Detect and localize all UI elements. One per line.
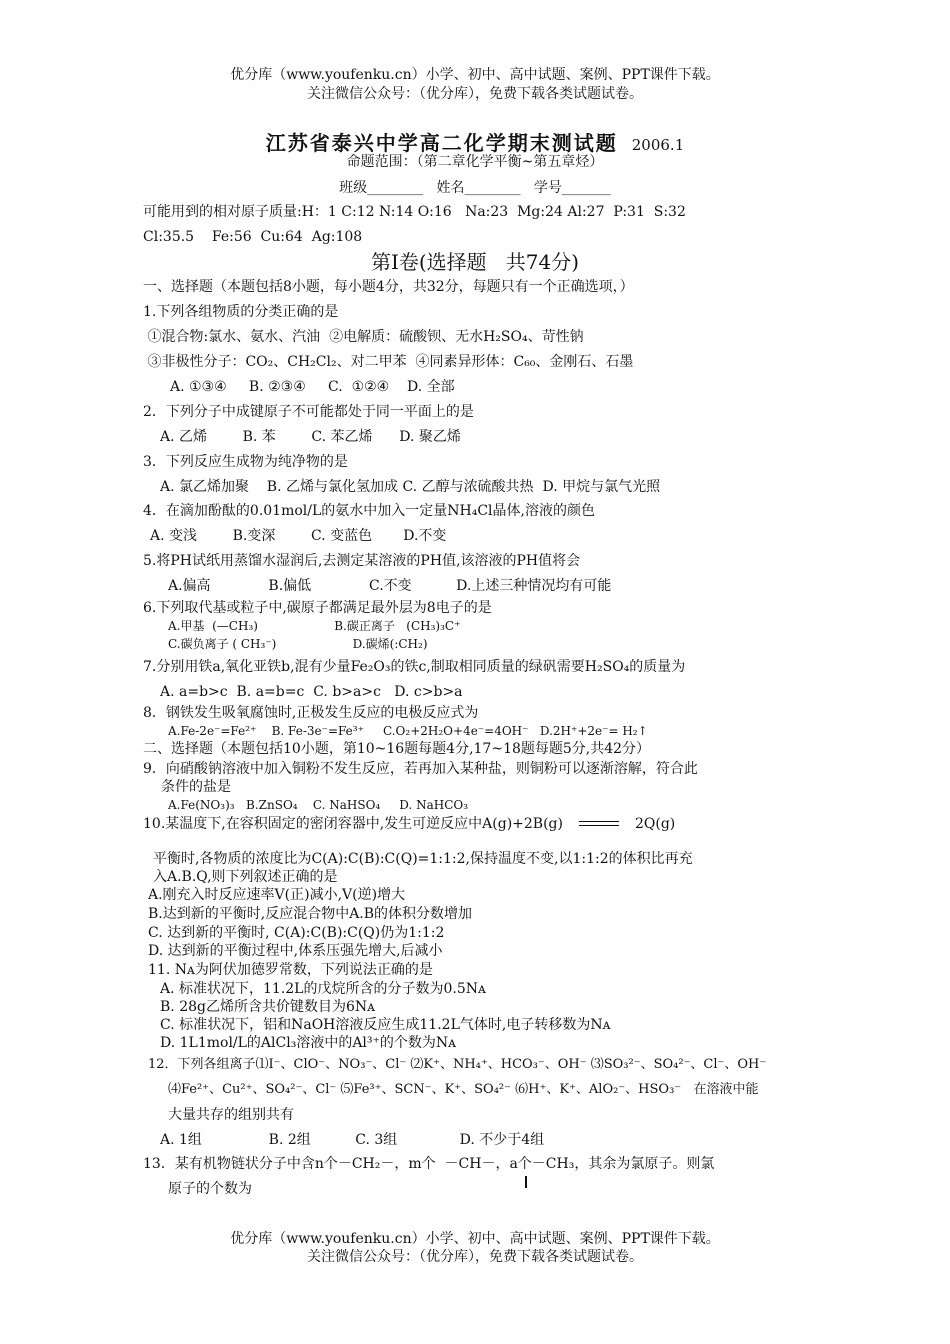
q1-line-2: ③非极性分子：CO₂、CH₂Cl₂、对二甲苯 ④同素异形体：C₆₀、金刚石、石墨 [143,354,634,370]
q10-reactants: 10.某温度下,在容积固定的密闭容器中,发生可逆反应中A(g)+2B(g) [143,816,563,832]
q9-line-2: 条件的盐是 [161,779,231,795]
exam-title-main: 江苏省泰兴中学高二化学期末测试题 [265,131,618,155]
q3-options: A. 氯乙烯加聚 B. 乙烯与氯化氢加成 C. 乙醇与浓硫酸共热 D. 甲烷与氯气光照 [160,479,661,495]
q1-options: A. ①③④ B. ②③④ C. ①②④ D. 全部 [170,379,455,395]
q6-stem: 6.下列取代基或粒子中,碳原子都满足最外层为8电子的是 [143,600,492,616]
q13-line-2: 原子的个数为 [168,1181,252,1197]
q5-options: A.偏高 B.偏低 C.不变 D.上述三种情况均有可能 [168,578,612,594]
q12-options: A. 1组 B. 2组 C. 3组 D. 不少于4组 [160,1132,545,1148]
q9-options: A.Fe(NO₃)₃ B.ZnSO₄ C. NaHSO₄ D. NaHCO₃ [168,798,469,812]
q12-line-1: 12．下列各组离子⑴I⁻、ClO⁻、NO₃⁻、Cl⁻ ⑵K⁺、NH₄⁺、HCO₃⁻、OH⁻ ⑶SO₃²⁻、SO₄²⁻、Cl⁻、OH⁻ [148,1057,767,1072]
q11-option-d: D. 1L1mol/L的AlCl₃溶液中的Al³⁺的个数为Nᴀ [160,1035,457,1051]
q10-option-b: B.达到新的平衡时,反应混合物中A.B的体积分数增加 [148,906,473,922]
q11-option-c: C. 标准状况下，铝和NaOH溶液反应生成11.2L气体时,电子转移数为Nᴀ [160,1017,611,1033]
section-2-heading: 二、选择题（本题包括10小题，第10~16题每题4分,17~18题每题5分,共42分） [143,741,651,757]
q10-line-2: 入A.B.Q,则下列叙述正确的是 [153,869,338,885]
exam-date: 2006.1 [631,136,685,154]
q10-stem [143,815,675,833]
q10-product: 2Q(g) [634,816,676,832]
q7-options: A. a=b>c B. a=b=c C. b>a>c D. c>b>a [160,684,463,700]
exam-scope: 命题范围：（第二章化学平衡~第五章烃） [346,154,604,170]
q13-line-1: 13．某有机物链状分子中含n个－CH₂－，m个 －CH－，a个－CH₃，其余为氯原子。则氯 [143,1156,715,1172]
q4-stem: 4．在滴加酚酞的0.01mol/L的氨水中加入一定量NH₄Cl晶体,溶液的颜色 [143,503,595,519]
q11-option-a: A. 标准状况下，11.2L的戊烷所含的分子数为0.5Nᴀ [160,981,486,997]
footer-line-2: 关注微信公众号：（优分库），免费下载各类试题试卷。 [307,1249,643,1265]
q3-stem: 3．下列反应生成物为纯净物的是 [143,454,348,470]
q6-line-1: A.甲基 (—CH₃) B.碳正离子 (CH₃)₃C⁺ [168,619,461,633]
q10-option-c: C. 达到新的平衡时, C(A):C(B):C(Q)仍为1:1:2 [148,925,445,941]
q4-options: A. 变浅 B.变深 C. 变蓝色 D.不变 [150,528,447,544]
exam-title [0,127,950,156]
part-1-title: 第Ⅰ卷(选择题 共74分) [370,250,580,274]
q8-stem: 8．钢铁发生吸氧腐蚀时,正极发生反应的电极反应式为 [143,705,479,721]
student-info-fields: 班级________ 姓名________ 学号_______ [339,180,611,196]
q2-options: A. 乙烯 B. 苯 C. 苯乙烯 D. 聚乙烯 [160,429,461,445]
header-line-2: 关注微信公众号：（优分库），免费下载各类试题试卷。 [307,86,643,102]
q10-option-a: A.刚充入时反应速率V(正)减小,V(逆)增大 [148,887,406,903]
q6-line-2: C.碳负离子 ( CH₃⁻) D.碳烯(:CH₂) [168,637,428,651]
ch-branch-bond-mark [525,1176,527,1188]
q2-stem: 2．下列分子中成键原子不可能都处于同一平面上的是 [143,404,474,420]
q9-line-1: 9．向硝酸钠溶液中加入铜粉不发生反应，若再加入某种盐，则铜粉可以逐渐溶解，符合此 [143,761,698,777]
q1-stem: 1.下列各组物质的分类正确的是 [143,304,339,320]
q11-option-b: B. 28g乙烯所含共价键数目为6Nᴀ [160,999,376,1015]
section-1-heading: 一、选择题（本题包括8小题，每小题4分，共32分，每题只有一个正确选项，） [143,279,634,295]
atomic-mass-line-1: 可能用到的相对原子质量:H：1 C:12 N:14 O:16 Na:23 Mg:24 Al:27 P:31 S:32 [143,204,686,220]
q11-stem: 11. Nᴀ为阿伏加德罗常数，下列说法正确的是 [148,962,433,978]
q1-line-1: ①混合物:氯水、氨水、汽油 ②电解质：硫酸钡、无水H₂SO₄、苛性钠 [143,329,584,345]
q12-line-3: 大量共存的组别共有 [168,1107,294,1123]
q5-stem: 5.将PH试纸用蒸馏水湿润后,去测定某溶液的PH值,该溶液的PH值将会 [143,553,581,569]
header-line-1: 优分库（www.youfenku.cn）小学、初中、高中试题、案例、PPT课件下载。 [230,67,720,83]
q10-option-d: D. 达到新的平衡过程中,体系压强先增大,后减小 [148,943,443,959]
footer-line-1: 优分库（www.youfenku.cn）小学、初中、高中试题、案例、PPT课件下载。 [230,1231,720,1247]
equilibrium-arrow-icon [579,820,619,828]
q10-line-1: 平衡时,各物质的浓度比为C(A):C(B):C(Q)=1:1:2,保持温度不变,以1:1:2的体积比再充 [153,851,693,867]
atomic-mass-line-2: Cl:35.5 Fe:56 Cu:64 Ag:108 [143,229,363,245]
q8-options: A.Fe-2e⁻=Fe²⁺ B. Fe-3e⁻=Fe³⁺ C.O₂+2H₂O+4e⁻=4OH⁻ D.2H⁺+2e⁻= H₂↑ [168,724,648,738]
q12-line-2: ⑷Fe²⁺、Cu²⁺、SO₄²⁻、Cl⁻ ⑸Fe³⁺、SCN⁻、K⁺、SO₄²⁻ ⑹H⁺、K⁺、AlO₂⁻、HSO₃⁻ 在溶液中能 [168,1082,759,1097]
q7-stem: 7.分别用铁a,氧化亚铁b,混有少量Fe₂O₃的铁c,制取相同质量的绿矾需要H₂SO₄的质量为 [143,659,686,675]
